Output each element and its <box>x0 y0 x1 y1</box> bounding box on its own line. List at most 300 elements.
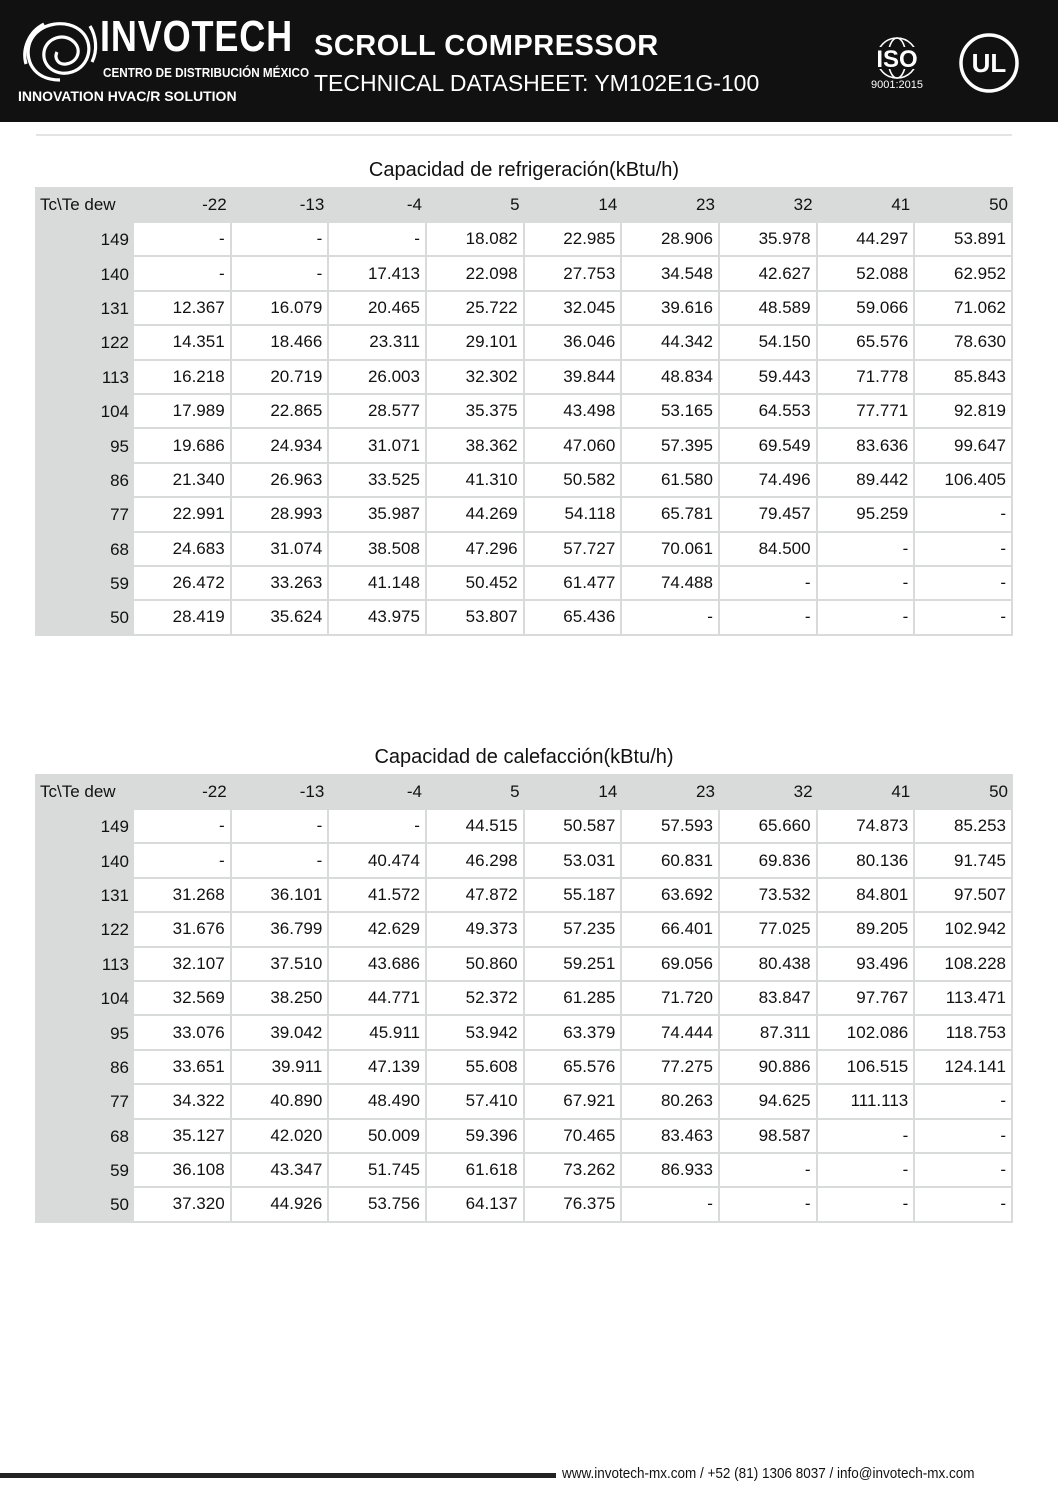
table-cell: 31.074 <box>232 533 330 567</box>
brand-tagline: INNOVATION HVAC/R SOLUTION <box>18 88 237 104</box>
table-cell: 65.781 <box>622 498 720 532</box>
table-cell: 32.569 <box>134 982 232 1016</box>
table-cell: 52.088 <box>818 257 916 291</box>
footer-contact: www.invotech-mx.com / +52 (81) 1306 8037 / info@invotech-mx.com <box>562 1465 975 1482</box>
table-cell: 36.108 <box>134 1154 232 1188</box>
table-cell: 87.311 <box>720 1016 818 1050</box>
row-header: 50 <box>35 601 134 635</box>
table-cell: 90.886 <box>720 1051 818 1085</box>
table-cell: 43.498 <box>525 395 623 429</box>
table-cell: 52.372 <box>427 982 525 1016</box>
table-cell: 53.807 <box>427 601 525 635</box>
table-cell: 28.577 <box>329 395 427 429</box>
column-header: 41 <box>818 774 916 810</box>
table-cell: 70.061 <box>622 533 720 567</box>
table-cell: 97.767 <box>818 982 916 1016</box>
row-header: 77 <box>35 498 134 532</box>
row-header: 113 <box>35 948 134 982</box>
table-cell: 14.351 <box>134 326 232 360</box>
table-cell: - <box>720 601 818 635</box>
table-cell: 73.532 <box>720 879 818 913</box>
table-cell: 20.465 <box>329 292 427 326</box>
table-cell: 53.165 <box>622 395 720 429</box>
table-row <box>35 395 1013 429</box>
table-cell: - <box>622 1188 720 1222</box>
table-cell: 78.630 <box>915 326 1013 360</box>
table-cell: 28.993 <box>232 498 330 532</box>
table-cell: 50.587 <box>525 810 623 844</box>
table-cell: 92.819 <box>915 395 1013 429</box>
table-cell: - <box>915 567 1013 601</box>
table-cell: 76.375 <box>525 1188 623 1222</box>
table-cell: 106.515 <box>818 1051 916 1085</box>
table-cell: 80.263 <box>622 1085 720 1119</box>
table-cell: 50.582 <box>525 464 623 498</box>
table-cell: 26.003 <box>329 361 427 395</box>
table-cell: 35.987 <box>329 498 427 532</box>
table-cell: 50.009 <box>329 1120 427 1154</box>
table-cell: - <box>329 810 427 844</box>
table-cell: 44.297 <box>818 223 916 257</box>
table-cell: - <box>915 1085 1013 1119</box>
table-row <box>35 326 1013 360</box>
table-header-row <box>35 774 1013 810</box>
table-cell: 62.952 <box>915 257 1013 291</box>
row-header: 104 <box>35 395 134 429</box>
column-header: 14 <box>525 774 623 810</box>
table-cell: 31.268 <box>134 879 232 913</box>
table-cell: 35.127 <box>134 1120 232 1154</box>
column-header: 50 <box>915 774 1013 810</box>
table-row <box>35 844 1013 878</box>
table-cell: 106.405 <box>915 464 1013 498</box>
column-header: -13 <box>232 187 330 223</box>
row-header: 50 <box>35 1188 134 1222</box>
table-cell: 94.625 <box>720 1085 818 1119</box>
table-cell: 64.553 <box>720 395 818 429</box>
heating-table-title: Capacidad de calefacción(kBtu/h) <box>374 746 674 768</box>
table-row <box>35 879 1013 913</box>
table-cell: 16.218 <box>134 361 232 395</box>
table-row <box>35 810 1013 844</box>
column-header: -13 <box>232 774 330 810</box>
table-cell: 63.379 <box>525 1016 623 1050</box>
cooling-table-title: Capacidad de refrigeración(kBtu/h) <box>368 159 680 181</box>
column-header: 41 <box>818 187 916 223</box>
table-cell: 37.320 <box>134 1188 232 1222</box>
table-cell: 38.250 <box>232 982 330 1016</box>
table-cell: 118.753 <box>915 1016 1013 1050</box>
table-cell: - <box>720 567 818 601</box>
row-header: 149 <box>35 810 134 844</box>
table-cell: 74.873 <box>818 810 916 844</box>
table-cell: 61.477 <box>525 567 623 601</box>
table-cell: 80.438 <box>720 948 818 982</box>
table-cell: - <box>134 810 232 844</box>
table-cell: - <box>134 257 232 291</box>
table-cell: 99.647 <box>915 429 1013 463</box>
header-divider <box>36 134 1012 136</box>
table-cell: - <box>622 601 720 635</box>
table-cell: 38.362 <box>427 429 525 463</box>
iso-year: 9001:2015 <box>871 79 923 91</box>
table-cell: - <box>720 1154 818 1188</box>
table-cell: 89.205 <box>818 913 916 947</box>
table-cell: 97.507 <box>915 879 1013 913</box>
table-cell: 40.890 <box>232 1085 330 1119</box>
table-cell: 49.373 <box>427 913 525 947</box>
table-cell: 24.934 <box>232 429 330 463</box>
column-header: 5 <box>427 187 525 223</box>
table-cell: 16.079 <box>232 292 330 326</box>
column-header: 14 <box>525 187 623 223</box>
table-cell: 43.347 <box>232 1154 330 1188</box>
table-cell: - <box>818 601 916 635</box>
table-cell: 57.593 <box>622 810 720 844</box>
row-header: 86 <box>35 464 134 498</box>
table-cell: 59.066 <box>818 292 916 326</box>
table-cell: 47.872 <box>427 879 525 913</box>
table-row <box>35 257 1013 291</box>
table-row <box>35 601 1013 635</box>
table-cell: 44.926 <box>232 1188 330 1222</box>
table-row <box>35 1188 1013 1222</box>
table-cell: 83.847 <box>720 982 818 1016</box>
table-cell: 65.576 <box>818 326 916 360</box>
header-corner-cell: Tc\Te dew <box>35 774 134 810</box>
table-row <box>35 1016 1013 1050</box>
table-cell: 59.443 <box>720 361 818 395</box>
table-cell: 12.367 <box>134 292 232 326</box>
table-cell: 45.911 <box>329 1016 427 1050</box>
table-cell: 53.756 <box>329 1188 427 1222</box>
table-cell: 84.801 <box>818 879 916 913</box>
table-cell: 22.865 <box>232 395 330 429</box>
table-cell: 28.419 <box>134 601 232 635</box>
row-header: 59 <box>35 567 134 601</box>
table-cell: 51.745 <box>329 1154 427 1188</box>
table-cell: - <box>915 601 1013 635</box>
table-cell: 47.139 <box>329 1051 427 1085</box>
table-cell: 66.401 <box>622 913 720 947</box>
table-cell: 70.465 <box>525 1120 623 1154</box>
table-row <box>35 567 1013 601</box>
table-cell: 53.031 <box>525 844 623 878</box>
table-cell: 65.436 <box>525 601 623 635</box>
table-header-row <box>35 187 1013 223</box>
table-cell: 65.660 <box>720 810 818 844</box>
table-cell: 24.683 <box>134 533 232 567</box>
table-cell: - <box>232 257 330 291</box>
table-cell: 35.624 <box>232 601 330 635</box>
invotech-swirl-logo-icon <box>20 14 98 86</box>
table-row <box>35 533 1013 567</box>
table-cell: 54.118 <box>525 498 623 532</box>
table-cell: 98.587 <box>720 1120 818 1154</box>
table-cell: 85.253 <box>915 810 1013 844</box>
table-cell: 39.616 <box>622 292 720 326</box>
column-header: 23 <box>622 774 720 810</box>
table-cell: 19.686 <box>134 429 232 463</box>
table-cell: 102.086 <box>818 1016 916 1050</box>
table-cell: 113.471 <box>915 982 1013 1016</box>
table-cell: - <box>232 223 330 257</box>
table-cell: 18.466 <box>232 326 330 360</box>
row-header: 68 <box>35 533 134 567</box>
table-row <box>35 223 1013 257</box>
table-cell: 53.891 <box>915 223 1013 257</box>
table-cell: 39.844 <box>525 361 623 395</box>
row-header: 131 <box>35 879 134 913</box>
table-cell: 26.963 <box>232 464 330 498</box>
row-header: 113 <box>35 361 134 395</box>
row-header: 104 <box>35 982 134 1016</box>
table-cell: 37.510 <box>232 948 330 982</box>
table-cell: 21.340 <box>134 464 232 498</box>
table-cell: 39.042 <box>232 1016 330 1050</box>
table-row <box>35 982 1013 1016</box>
table-row <box>35 1051 1013 1085</box>
table-row <box>35 1154 1013 1188</box>
column-header: 50 <box>915 187 1013 223</box>
table-cell: 86.933 <box>622 1154 720 1188</box>
table-cell: - <box>232 844 330 878</box>
table-cell: 93.496 <box>818 948 916 982</box>
table-cell: 74.496 <box>720 464 818 498</box>
table-row <box>35 429 1013 463</box>
table-cell: 54.150 <box>720 326 818 360</box>
table-cell: - <box>818 533 916 567</box>
table-cell: 33.525 <box>329 464 427 498</box>
table-row <box>35 1120 1013 1154</box>
table-cell: 74.488 <box>622 567 720 601</box>
table-cell: 74.444 <box>622 1016 720 1050</box>
header-corner-cell: Tc\Te dew <box>35 187 134 223</box>
table-cell: 55.608 <box>427 1051 525 1085</box>
table-cell: 34.548 <box>622 257 720 291</box>
table-cell: 22.985 <box>525 223 623 257</box>
row-header: 122 <box>35 913 134 947</box>
table-cell: 27.753 <box>525 257 623 291</box>
table-cell: 28.906 <box>622 223 720 257</box>
row-header: 140 <box>35 844 134 878</box>
table-cell: - <box>720 1188 818 1222</box>
table-cell: 89.442 <box>818 464 916 498</box>
column-header: 32 <box>720 774 818 810</box>
table-cell: 43.686 <box>329 948 427 982</box>
table-cell: 57.727 <box>525 533 623 567</box>
table-cell: 60.831 <box>622 844 720 878</box>
table-cell: 32.107 <box>134 948 232 982</box>
table-cell: 61.618 <box>427 1154 525 1188</box>
table-cell: - <box>915 498 1013 532</box>
table-cell: 102.942 <box>915 913 1013 947</box>
table-cell: 59.251 <box>525 948 623 982</box>
table-cell: 17.989 <box>134 395 232 429</box>
row-header: 122 <box>35 326 134 360</box>
table-cell: 31.071 <box>329 429 427 463</box>
table-row <box>35 464 1013 498</box>
page-header <box>0 0 1058 122</box>
page-subtitle: TECHNICAL DATASHEET: YM102E1G-100 <box>314 70 760 96</box>
row-header: 77 <box>35 1085 134 1119</box>
cooling-capacity-table <box>35 187 1013 636</box>
table-cell: 84.500 <box>720 533 818 567</box>
table-cell: 79.457 <box>720 498 818 532</box>
table-cell: 47.296 <box>427 533 525 567</box>
table-cell: 23.311 <box>329 326 427 360</box>
table-cell: 25.722 <box>427 292 525 326</box>
table-cell: 108.228 <box>915 948 1013 982</box>
table-row <box>35 1085 1013 1119</box>
row-header: 95 <box>35 1016 134 1050</box>
table-cell: - <box>134 844 232 878</box>
table-cell: 57.395 <box>622 429 720 463</box>
table-cell: 57.235 <box>525 913 623 947</box>
brand-subtitle: CENTRO DE DISTRIBUCIÓN MÉXICO <box>103 65 310 80</box>
table-cell: 124.141 <box>915 1051 1013 1085</box>
table-cell: 42.629 <box>329 913 427 947</box>
table-row <box>35 498 1013 532</box>
column-header: 5 <box>427 774 525 810</box>
table-cell: 61.580 <box>622 464 720 498</box>
table-cell: 41.572 <box>329 879 427 913</box>
table-cell: 32.045 <box>525 292 623 326</box>
row-header: 86 <box>35 1051 134 1085</box>
table-cell: 71.062 <box>915 292 1013 326</box>
table-cell: 46.298 <box>427 844 525 878</box>
table-cell: 83.636 <box>818 429 916 463</box>
footer-rule <box>0 1473 556 1478</box>
row-header: 149 <box>35 223 134 257</box>
table-cell: 50.860 <box>427 948 525 982</box>
table-cell: 77.275 <box>622 1051 720 1085</box>
table-cell: 77.025 <box>720 913 818 947</box>
table-cell: 73.262 <box>525 1154 623 1188</box>
column-header: -22 <box>134 187 232 223</box>
table-cell: - <box>818 1154 916 1188</box>
table-cell: 42.020 <box>232 1120 330 1154</box>
table-cell: 48.834 <box>622 361 720 395</box>
table-cell: 44.515 <box>427 810 525 844</box>
table-cell: 33.263 <box>232 567 330 601</box>
table-cell: 36.046 <box>525 326 623 360</box>
table-cell: - <box>134 223 232 257</box>
column-header: 23 <box>622 187 720 223</box>
table-cell: - <box>818 1188 916 1222</box>
table-cell: 34.322 <box>134 1085 232 1119</box>
table-row <box>35 913 1013 947</box>
table-cell: 71.778 <box>818 361 916 395</box>
table-cell: 50.452 <box>427 567 525 601</box>
table-cell: 33.651 <box>134 1051 232 1085</box>
heating-capacity-table <box>35 774 1013 1223</box>
table-cell: 64.137 <box>427 1188 525 1222</box>
column-header: -4 <box>329 774 427 810</box>
table-cell: - <box>915 1188 1013 1222</box>
table-row <box>35 361 1013 395</box>
table-cell: 32.302 <box>427 361 525 395</box>
table-cell: 44.269 <box>427 498 525 532</box>
table-cell: 95.259 <box>818 498 916 532</box>
table-cell: 40.474 <box>329 844 427 878</box>
table-cell: 47.060 <box>525 429 623 463</box>
table-cell: 29.101 <box>427 326 525 360</box>
column-header: 32 <box>720 187 818 223</box>
table-cell: - <box>915 1154 1013 1188</box>
table-row <box>35 948 1013 982</box>
table-cell: 69.549 <box>720 429 818 463</box>
page-title: SCROLL COMPRESSOR <box>314 30 659 62</box>
table-cell: 80.136 <box>818 844 916 878</box>
table-cell: 22.098 <box>427 257 525 291</box>
table-cell: 41.148 <box>329 567 427 601</box>
row-header: 68 <box>35 1120 134 1154</box>
table-cell: 48.490 <box>329 1085 427 1119</box>
table-cell: 69.836 <box>720 844 818 878</box>
table-cell: 35.375 <box>427 395 525 429</box>
ul-label: UL <box>971 48 1007 78</box>
table-cell: 33.076 <box>134 1016 232 1050</box>
table-cell: 26.472 <box>134 567 232 601</box>
table-cell: 41.310 <box>427 464 525 498</box>
table-cell: 18.082 <box>427 223 525 257</box>
table-cell: 61.285 <box>525 982 623 1016</box>
table-cell: - <box>818 1120 916 1154</box>
table-cell: 77.771 <box>818 395 916 429</box>
table-cell: 83.463 <box>622 1120 720 1154</box>
ul-certification-icon <box>958 32 1020 94</box>
table-cell: 55.187 <box>525 879 623 913</box>
table-cell: 38.508 <box>329 533 427 567</box>
iso-label: ISO <box>876 46 918 73</box>
table-cell: - <box>329 223 427 257</box>
table-cell: 31.676 <box>134 913 232 947</box>
table-cell: 57.410 <box>427 1085 525 1119</box>
row-header: 95 <box>35 429 134 463</box>
table-cell: 53.942 <box>427 1016 525 1050</box>
table-cell: 111.113 <box>818 1085 916 1119</box>
table-cell: - <box>915 1120 1013 1154</box>
row-header: 59 <box>35 1154 134 1188</box>
table-cell: 59.396 <box>427 1120 525 1154</box>
table-cell: 36.799 <box>232 913 330 947</box>
table-cell: 48.589 <box>720 292 818 326</box>
table-cell: 85.843 <box>915 361 1013 395</box>
table-cell: 20.719 <box>232 361 330 395</box>
column-header: -22 <box>134 774 232 810</box>
table-cell: 63.692 <box>622 879 720 913</box>
table-cell: 71.720 <box>622 982 720 1016</box>
table-cell: 36.101 <box>232 879 330 913</box>
table-cell: 67.921 <box>525 1085 623 1119</box>
table-cell: 17.413 <box>329 257 427 291</box>
row-header: 131 <box>35 292 134 326</box>
table-cell: 65.576 <box>525 1051 623 1085</box>
row-header: 140 <box>35 257 134 291</box>
table-cell: - <box>818 567 916 601</box>
table-cell: 39.911 <box>232 1051 330 1085</box>
table-cell: - <box>915 533 1013 567</box>
table-cell: 42.627 <box>720 257 818 291</box>
table-cell: 69.056 <box>622 948 720 982</box>
table-cell: 35.978 <box>720 223 818 257</box>
table-cell: 44.342 <box>622 326 720 360</box>
brand-name: INVOTECH <box>100 12 293 61</box>
table-cell: 22.991 <box>134 498 232 532</box>
table-cell: 91.745 <box>915 844 1013 878</box>
table-row <box>35 292 1013 326</box>
